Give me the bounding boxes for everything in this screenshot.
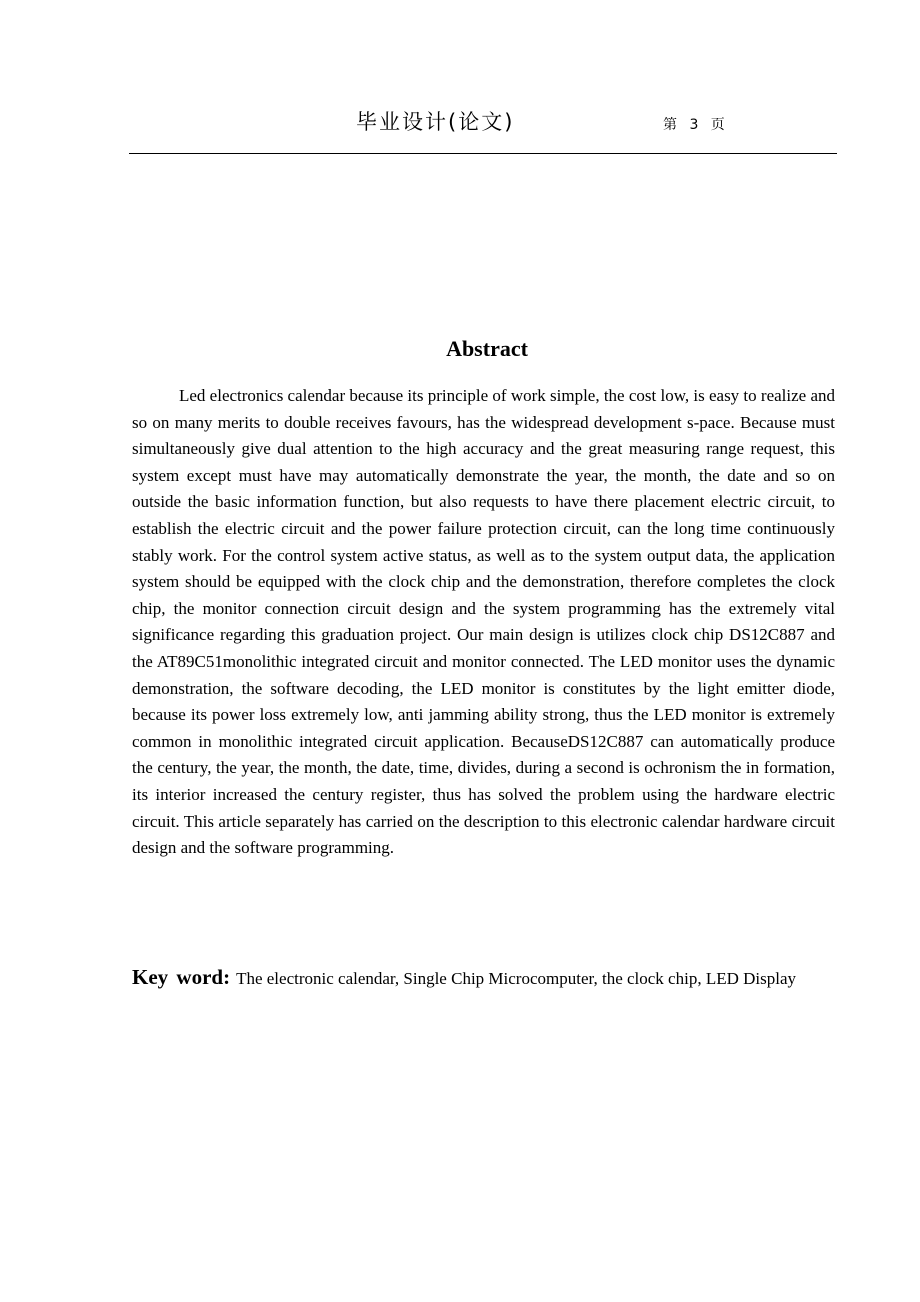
abstract-heading: Abstract: [446, 336, 528, 361]
header-divider: [129, 153, 837, 154]
keywords-label: Key word:: [132, 965, 231, 989]
header-title: 毕业设计(论文): [356, 110, 515, 134]
abstract-body: Led electronics calendar because its principle of work simple, the cost low, is easy to realize and so on many merits to double receives favours, has the widespread development s-pace. Because must simultaneously give dual attention to the high accuracy and the great measuring range request, this system except must have may automatically demonstrate the year, the month, the date and so on outside the basic information function, but also requests to have there placement electric circuit, to establish the electric circuit and the power failure protection circuit, can the long time continuously stably work. For the control system active status, as well as to the system output data, the application system should be equipped with the clock chip and the demonstration, therefore completes the clock chip, the monitor connection circuit design and the system programming has the extremely vital significance regarding this graduation project. Our main design is utilizes clock chip DS12C887 and the AT89C51monolithic integrated circuit and monitor connected. The LED monitor uses the dynamic demonstration, the software decoding, the LED monitor is constitutes by the light emitter diode, because its power loss extremely low, anti jamming ability strong, thus the LED monitor is extremely common in monolithic integrated circuit application. BecauseDS12C887 can automatically produce the century, the year, the month, the date, time, divides, during a second is ochronism the in formation, its interior increased the century register, thus has solved the problem using the hardware electric circuit. This article separately has carried on the description to this electronic calendar hardware circuit design and the software programming.: [132, 386, 835, 858]
keywords-section: [132, 958, 844, 998]
keywords-text: The electronic calendar, Single Chip Microcomputer, the clock chip, LED Display: [236, 969, 797, 988]
page-number: 第 3 页: [663, 117, 725, 133]
